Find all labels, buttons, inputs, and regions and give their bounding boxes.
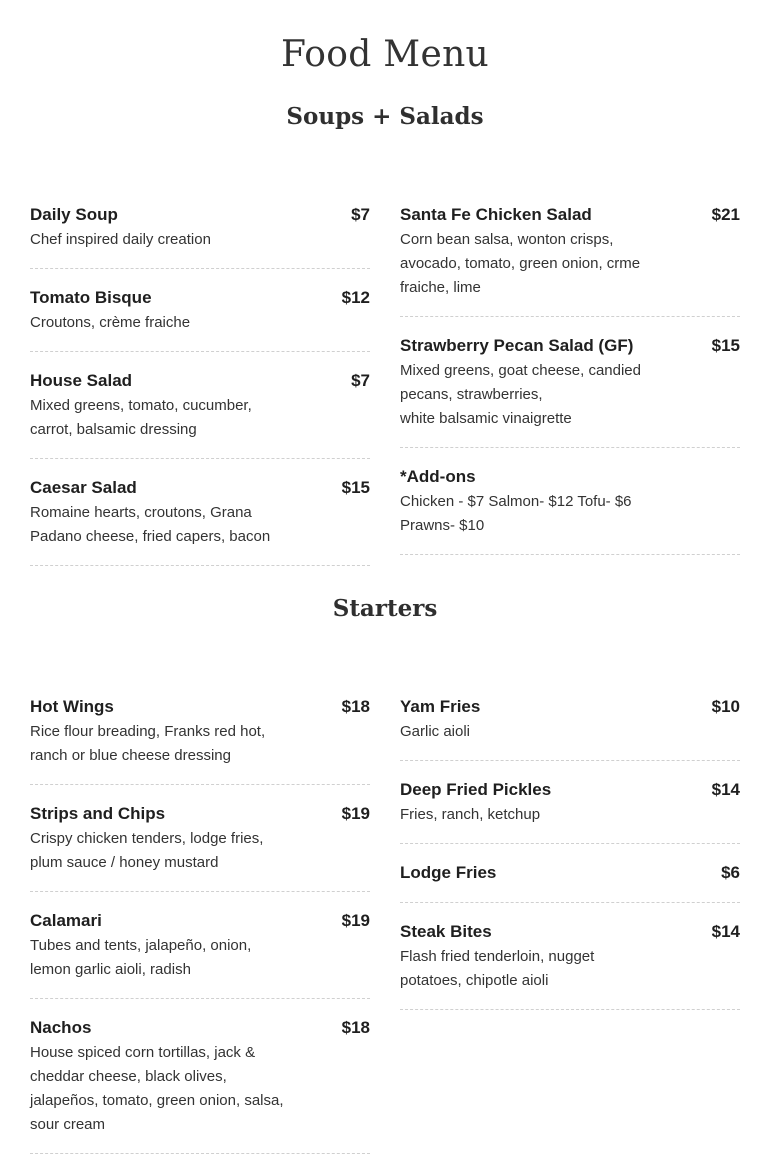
menu-item-description xyxy=(400,945,670,993)
menu-item-description-line: Chef inspired daily creation xyxy=(30,231,211,248)
menu-item-description xyxy=(400,359,670,431)
menu-item-description xyxy=(30,228,300,252)
menu-item-name: Tomato Bisque xyxy=(30,288,152,307)
menu-item xyxy=(30,476,370,566)
menu-item xyxy=(400,920,740,1010)
menu-item-price: $21 xyxy=(711,205,740,224)
menu-item-header xyxy=(30,909,370,933)
menu-item-price: $7 xyxy=(351,371,370,390)
menu-item-description-line: pecans, strawberries, xyxy=(400,386,543,403)
menu-item-description-line: Croutons, crème fraiche xyxy=(30,314,191,331)
menu-item-name: Steak Bites xyxy=(400,922,492,941)
menu-item-name: Lodge Fries xyxy=(400,863,497,882)
menu-item-price: $6 xyxy=(721,863,740,882)
menu-item-header xyxy=(30,802,370,826)
menu-item-description-line: Tubes and tents, jalapeño, onion, xyxy=(30,937,252,954)
menu-item-description-line: Prawns- $10 xyxy=(400,517,485,534)
menu-item-header xyxy=(400,203,740,227)
menu-item-description-line: white balsamic vinaigrette xyxy=(400,410,572,427)
menu-item-name: Nachos xyxy=(30,1018,92,1037)
menu-item-price: $18 xyxy=(341,1018,370,1037)
menu-item-description-line: cheddar cheese, black olives, xyxy=(30,1068,227,1085)
menu-item xyxy=(30,695,370,785)
menu-item-description xyxy=(400,228,670,300)
menu-item xyxy=(400,334,740,448)
menu-item-description-line: ranch or blue cheese dressing xyxy=(30,747,231,764)
menu-item-name: Caesar Salad xyxy=(30,478,137,497)
menu-item-price: $10 xyxy=(711,697,740,716)
menu-item-price: $14 xyxy=(711,922,740,941)
menu-item-name: Strawberry Pecan Salad (GF) xyxy=(400,336,634,355)
menu-item-header xyxy=(400,861,740,885)
menu-item-description-line: Fries, ranch, ketchup xyxy=(400,806,541,823)
menu-item-description xyxy=(400,490,670,538)
starters-left-column xyxy=(30,695,370,1171)
menu-item-description-line: Mixed greens, tomato, cucumber, xyxy=(30,397,252,414)
menu-item-description-line: Padano cheese, fried capers, bacon xyxy=(30,528,271,545)
menu-item-description xyxy=(30,827,300,875)
menu-item-price: $19 xyxy=(341,804,370,823)
menu-item-description-line: Crispy chicken tenders, lodge fries, xyxy=(30,830,264,847)
menu-item-name: Yam Fries xyxy=(400,697,481,716)
menu-item-description-line: Mixed greens, goat cheese, candied xyxy=(400,362,641,379)
starters-right-column xyxy=(400,695,740,1027)
menu-item-description-line: House spiced corn tortillas, jack & xyxy=(30,1044,256,1061)
menu-item-header xyxy=(400,695,740,719)
menu-item-description-line: potatoes, chipotle aioli xyxy=(400,972,549,989)
soups-salads-right-column xyxy=(400,203,740,572)
menu-item xyxy=(400,465,740,555)
menu-item-description-line: Flash fried tenderloin, nugget xyxy=(400,948,595,965)
menu-item-description-line: carrot, balsamic dressing xyxy=(30,421,197,438)
menu-item xyxy=(400,778,740,844)
menu-item-description-line: Corn bean salsa, wonton crisps, xyxy=(400,231,614,248)
menu-item-price: $18 xyxy=(341,697,370,716)
menu-item-price: $15 xyxy=(711,336,740,355)
menu-item-description-line: Romaine hearts, croutons, Grana xyxy=(30,504,252,521)
menu-item-header xyxy=(400,334,740,358)
menu-item-description xyxy=(400,803,670,827)
menu-item-description-line: Chicken - $7 Salmon- $12 Tofu- $6 xyxy=(400,493,632,510)
menu-item-name: Deep Fried Pickles xyxy=(400,780,552,799)
menu-item xyxy=(400,861,740,903)
menu-item-description-line: Garlic aioli xyxy=(400,723,471,740)
menu-item-name: Strips and Chips xyxy=(30,804,166,823)
menu-item-description-line: Rice flour breading, Franks red hot, xyxy=(30,723,266,740)
menu-item xyxy=(30,203,370,269)
menu-item-header xyxy=(400,778,740,802)
menu-item xyxy=(30,1016,370,1154)
menu-item-header xyxy=(30,369,370,393)
menu-item-description-line: lemon garlic aioli, radish xyxy=(30,961,191,978)
menu-item-description xyxy=(30,394,300,442)
menu-item-header xyxy=(30,695,370,719)
menu-item-name: Calamari xyxy=(30,911,102,930)
menu-item-header xyxy=(400,465,740,489)
menu-item-name: *Add-ons xyxy=(400,467,476,486)
menu-item-description-line: jalapeños, tomato, green onion, salsa, xyxy=(30,1092,284,1109)
menu-item-description xyxy=(400,720,670,744)
menu-item-header xyxy=(30,203,370,227)
menu-item-price: $19 xyxy=(341,911,370,930)
menu-item-name: Santa Fe Chicken Salad xyxy=(400,205,592,224)
menu-item-description-line: sour cream xyxy=(30,1116,106,1133)
menu-item-description xyxy=(30,1041,300,1137)
menu-item-header xyxy=(30,1016,370,1040)
page-title: Food Menu xyxy=(280,34,490,75)
menu-item-description xyxy=(30,720,300,768)
menu-item-description-line: fraiche, lime xyxy=(400,279,481,296)
menu-item-price: $15 xyxy=(341,478,370,497)
menu-item xyxy=(30,909,370,999)
menu-item-price: $12 xyxy=(341,288,370,307)
menu-item-price: $7 xyxy=(351,205,370,224)
section-title-starters: Starters xyxy=(332,595,438,622)
menu-item-header xyxy=(30,286,370,310)
menu-item-description-line: avocado, tomato, green onion, crme xyxy=(400,255,641,272)
menu-item xyxy=(30,802,370,892)
menu-item-name: House Salad xyxy=(30,371,133,390)
menu-item-description xyxy=(30,501,300,549)
menu-item-description xyxy=(30,934,300,982)
menu-item-name: Hot Wings xyxy=(30,697,114,716)
menu-item-description-line: plum sauce / honey mustard xyxy=(30,854,219,871)
menu-item xyxy=(400,203,740,317)
menu-item xyxy=(30,369,370,459)
menu-item-header xyxy=(400,920,740,944)
menu-item xyxy=(30,286,370,352)
menu-item-description xyxy=(30,311,300,335)
menu-item-name: Daily Soup xyxy=(30,205,118,224)
section-title-soups-salads: Soups + Salads xyxy=(286,103,484,130)
soups-salads-left-column xyxy=(30,203,370,583)
menu-item-header xyxy=(30,476,370,500)
menu-item-price: $14 xyxy=(711,780,740,799)
menu-item xyxy=(400,695,740,761)
